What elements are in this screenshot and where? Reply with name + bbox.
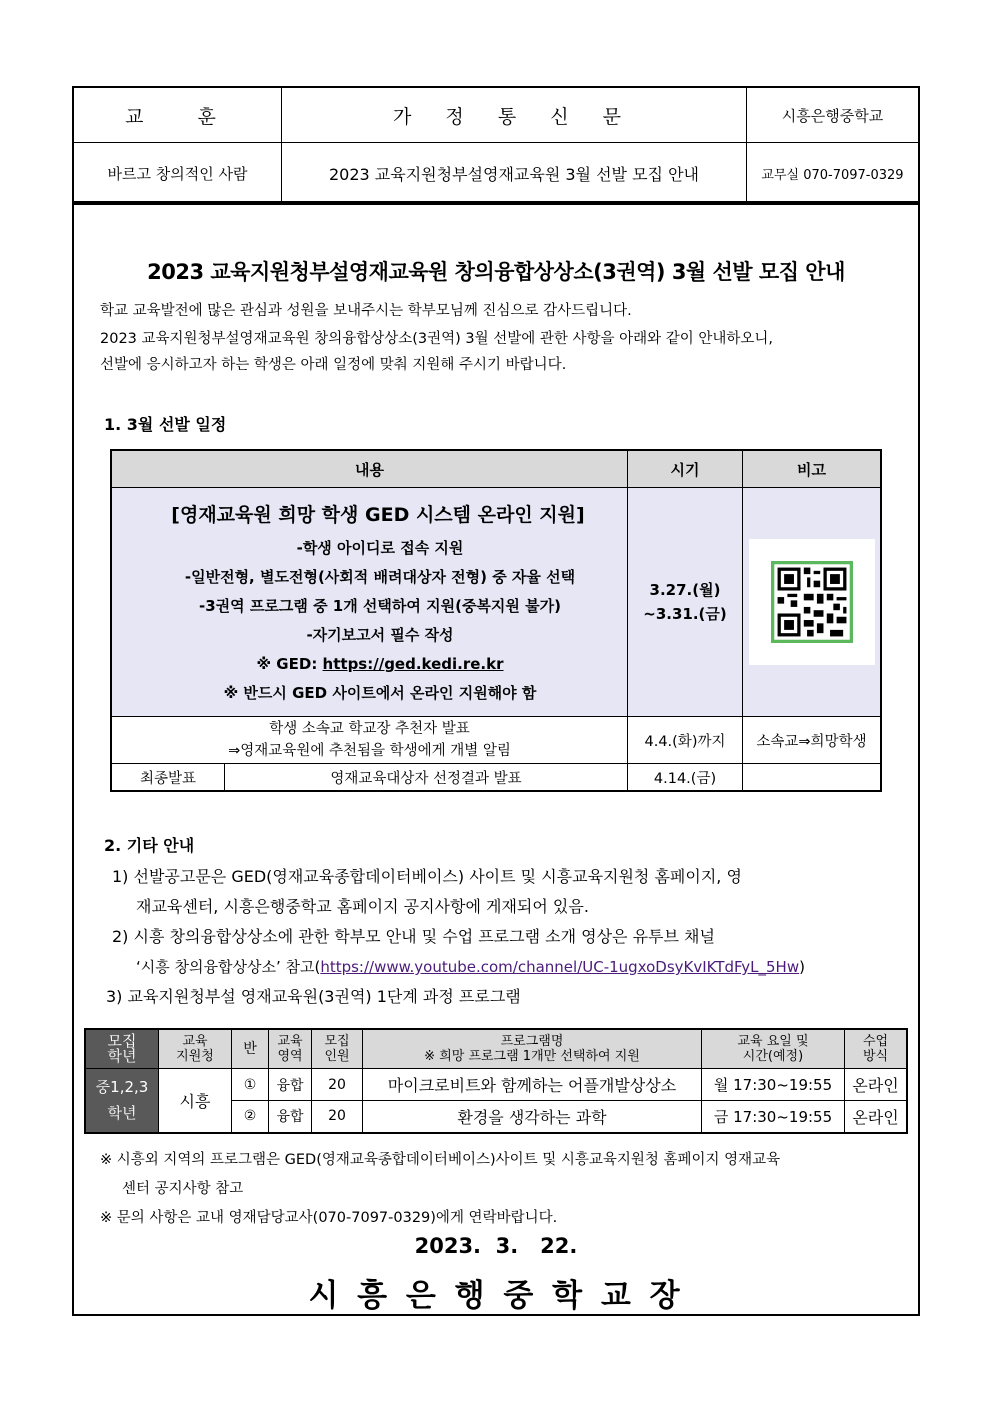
section1-heading: 1. 3월 선발 일정: [104, 415, 227, 434]
issue-date: 2023. 3. 22.: [414, 1234, 578, 1258]
recommend-date: 4.4.(화)까지: [628, 717, 743, 764]
col-count: 모집 인원: [312, 1029, 363, 1069]
info-item-3: 3) 교육지원청부설 영재교육원(3권역) 1단계 과정 프로그램: [106, 987, 521, 1006]
other-info: [106, 862, 912, 1012]
ged-item: -일반전형, 별도전형(사회적 배려대상자 전형) 중 자율 선택: [184, 568, 576, 586]
area-cell: 융합: [269, 1069, 312, 1101]
col-program-name: 프로그램명 ※ 희망 프로그램 1개만 선택하여 지원: [363, 1029, 702, 1069]
header-table: [72, 86, 920, 205]
grade-cell: 중1,2,3 학년: [85, 1069, 159, 1133]
final-content: 영재교육대상자 선정결과 발표: [330, 770, 522, 787]
notes: [100, 1146, 910, 1233]
subject: 2023 교육지원청부설영재교육원 3월 선발 모집 안내: [282, 143, 747, 205]
note-1b: 센터 공지사항 참고: [122, 1181, 244, 1197]
section2-heading: 2. 기타 안내: [104, 836, 195, 855]
youtube-link[interactable]: https://www.youtube.com/channel/UC-1ugxoDsyKvIKTdFyL_5Hw: [320, 958, 800, 976]
mode-cell: 온라인: [845, 1101, 908, 1133]
schedule-table: [110, 449, 882, 792]
ged-url-link[interactable]: https://ged.kedi.re.kr: [322, 655, 504, 673]
count-cell: 20: [312, 1069, 363, 1101]
program-table: [84, 1028, 908, 1134]
final-cell: [111, 764, 628, 792]
info-item-2a: 2) 시흥 창의융합상상소에 관한 학부모 안내 및 수업 프로그램 소개 영상은 유투브 채널: [112, 927, 715, 946]
final-label: 최종발표: [112, 764, 225, 790]
qr-cell: [743, 488, 882, 717]
motto-label: 교 훈: [73, 87, 282, 143]
ged-item: -자기보고서 필수 작성: [306, 626, 454, 644]
col-mode: 수업 방식: [845, 1029, 908, 1069]
intro-line-2: 2023 교육지원청부설영재교육원 창의융합상상소(3권역) 3월 선발에 관한 사항을 아래와 같이 안내하오니,: [100, 331, 774, 347]
col-content: 내용: [111, 450, 628, 488]
info-item-1b: 재교육센터, 시흥은행중학교 홈페이지 공지사항에 게재되어 있음.: [136, 897, 589, 916]
area-cell: 융합: [269, 1101, 312, 1133]
class-cell: ①: [232, 1069, 269, 1101]
col-grade: 모집 학년: [85, 1029, 159, 1069]
ged-apply-title: [영재교육원 희망 학생 GED 시스템 온라인 지원]: [171, 504, 585, 526]
info-item-2b: ‘시흥 창의융합상상소’ 참고(https://www.youtube.com/channel/UC-1ugxoDsyKvIKTdFyL_5Hw): [136, 958, 805, 976]
program-name-cell: 환경을 생각하는 과학: [363, 1101, 702, 1133]
time-cell: 월 17:30~19:55: [702, 1069, 845, 1101]
ged-period: 3.27.(월) ~3.31.(금): [628, 488, 743, 717]
ged-item: -3권역 프로그램 중 1개 선택하여 지원(중복지원 불가): [199, 597, 561, 615]
ged-note: ※ 반드시 GED 사이트에서 온라인 지원해야 함: [223, 684, 537, 702]
note-2: ※ 문의 사항은 교내 영재담당교사(070-7097-0329)에게 연락바랍니다.: [100, 1210, 558, 1226]
recommend-cell: 학생 소속교 학교장 추천자 발표 ⇒영재교육원에 추천됨을 학생에게 개별 알림: [111, 717, 628, 764]
office-cell: 시흥: [159, 1069, 232, 1133]
principal-signature: 시 흥 은 행 중 학 교 장: [308, 1278, 684, 1314]
newsletter-label: 가 정 통 신 문: [282, 87, 747, 143]
recommend-note: 소속교⇒희망학생: [743, 717, 882, 764]
ged-url-line: ※ GED: https://ged.kedi.re.kr: [256, 655, 504, 673]
info-item-1a: 1) 선발공고문은 GED(영재교육종합데이터베이스) 사이트 및 시흥교육지원청 홈페이지, 영: [112, 867, 742, 886]
ged-apply-cell: [111, 488, 628, 717]
col-office: 교육 지원청: [159, 1029, 232, 1069]
time-cell: 금 17:30~19:55: [702, 1101, 845, 1133]
col-period: 시기: [628, 450, 743, 488]
document-title: 2023 교육지원청부설영재교육원 창의융합상상소(3권역) 3월 선발 모집 안내: [147, 260, 845, 284]
final-note: [743, 764, 882, 792]
contact: 교무실 070-7097-0329: [747, 143, 920, 205]
intro-line-3: 선발에 응시하고자 하는 학생은 아래 일정에 맞춰 지원해 주시기 바랍니다.: [100, 357, 567, 373]
col-time: 교육 요일 및 시간(예정): [702, 1029, 845, 1069]
col-class: 반: [232, 1029, 269, 1069]
mode-cell: 온라인: [845, 1069, 908, 1101]
count-cell: 20: [312, 1101, 363, 1133]
school-name: 시흥은행중학교: [747, 87, 920, 143]
qr-code-icon[interactable]: [771, 561, 853, 643]
note-1a: ※ 시흥외 지역의 프로그램은 GED(영재교육종합데이터베이스)사이트 및 시흥교육지원청 홈페이지 영재교육: [100, 1152, 781, 1168]
final-date: 4.14.(금): [628, 764, 743, 792]
col-area: 교육 영역: [269, 1029, 312, 1069]
ged-item: -학생 아이디로 접속 지원: [296, 539, 464, 557]
intro-line-1: 학교 교육발전에 많은 관심과 성원을 보내주시는 학부모님께 진심으로 감사드립니다.: [100, 303, 632, 319]
col-note: 비고: [743, 450, 882, 488]
class-cell: ②: [232, 1101, 269, 1133]
motto: 바르고 창의적인 사람: [73, 143, 282, 205]
program-name-cell: 마이크로비트와 함께하는 어플개발상상소: [363, 1069, 702, 1101]
